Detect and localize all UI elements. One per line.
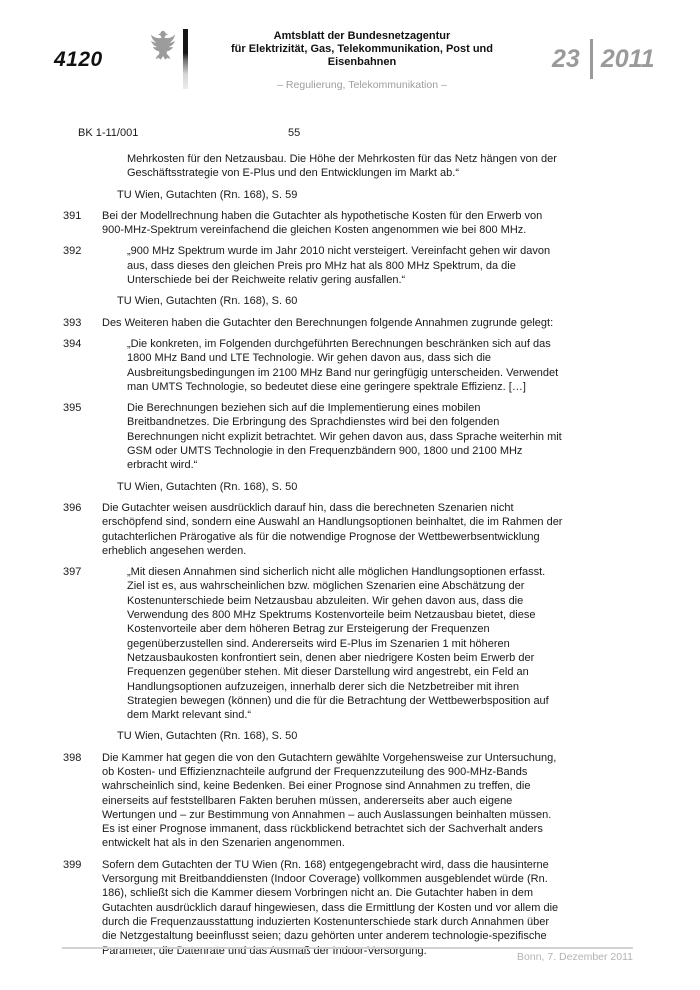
paragraph-text: TU Wien, Gutachten (Rn. 168), S. 50 (117, 730, 298, 743)
page-head (0, 127, 700, 143)
paragraph (63, 152, 565, 181)
masthead-subtitle: – Regulierung, Telekommunikation – (277, 79, 447, 91)
paragraph-text: „Die konkreten, im Folgenden durchgeführten Berechnungen beschränken sich auf das 1800 MHz Band und LTE Technologie. Wir gehen davon aus, dass sich die Ausbreitungsbedingungen im 2100 MHz Band nur geringfügig unterscheiden. Verwendet man UMTS Technologie, so bedeutet diese eine geringere spektrale Effizienz. […] (127, 337, 559, 393)
paragraph (63, 294, 565, 308)
federal-eagle-icon (148, 28, 178, 64)
paragraph-number: 391 (63, 209, 82, 222)
paragraph (63, 209, 565, 238)
document-body (63, 152, 565, 965)
paragraph-text: TU Wien, Gutachten (Rn. 168), S. 60 (117, 295, 298, 308)
issue-label (552, 38, 692, 80)
case-number: BK 1-11/001 (78, 127, 139, 139)
masthead-divider-bar (183, 29, 188, 89)
paragraph-number: 399 (63, 858, 82, 871)
paragraph (63, 565, 565, 722)
paragraph-number: 398 (63, 751, 82, 764)
paragraph (63, 337, 565, 394)
paragraph (63, 751, 565, 851)
paragraph (63, 729, 565, 743)
paragraph-text: Mehrkosten für den Netzausbau. Die Höhe der Mehrkosten für das Netz hängen von der Geschäftsstrategie von E-Plus und den Entwicklungen im Markt ab.“ (127, 153, 557, 180)
paragraph (63, 316, 565, 330)
footer-place-date: Bonn, 7. Dezember 2011 (517, 951, 633, 963)
masthead-title-line2: für Elektrizität, Gas, Telekommunikation, Post und Eisenbahnen (230, 43, 493, 68)
paragraph-number: 392 (63, 245, 82, 258)
paragraph (63, 401, 565, 472)
paragraph (63, 244, 565, 287)
paragraph-text: Die Gutachter weisen ausdrücklich darauf hin, dass die berechneten Szenarien nicht erschöpfend sind, sondern eine Auswahl an Handlungsoptionen beinhaltet, die im Rahmen der gutachterlichen Prärogative als für die notwendige Prognose der Wettbewerbsentwicklung erheblich angesehen werden. (102, 501, 563, 557)
paragraph (63, 501, 565, 558)
paragraph-text: Die Berechnungen beziehen sich auf die Implementierung eines mobilen Breitbandnetzes. Die Erbringung des Sprachdienstes wird bei den folgenden Berechnungen nicht explizit betrachtet. Wir gehen davon aus, dass Sprache weiterhin mit GSM oder UMTS Technologie in den Frequenzbändern 900, 1800 und 2100 MHz erbracht wird.“ (127, 402, 562, 472)
paragraph (63, 480, 565, 494)
issue-number: 23 (552, 44, 580, 73)
paragraph-number: 396 (63, 501, 82, 514)
paragraph-text: „900 MHz Spektrum wurde im Jahr 2010 nicht versteigert. Vereinfacht gehen wir davon aus, dass dieses den gleichen Preis pro MHz hat als 800 MHz Spektrum, da die Unterschiede bei der Reichweite relativ gering ausfallen.“ (127, 245, 551, 287)
paragraph (63, 188, 565, 202)
gazette-number: 4120 (54, 48, 103, 71)
paragraph-text: Des Weiteren haben die Gutachter den Berechnungen folgende Annahmen zugrunde gelegt: (102, 316, 554, 329)
paragraph-text: Bei der Modellrechnung haben die Gutachter als hypothetische Kosten für den Erwerb von 900-MHz-Spektrum vereinfachend die gleichen Kosten angenommen wie bei 800 MHz. (102, 209, 543, 237)
paragraph-number: 393 (63, 316, 82, 329)
issue-year: 2011 (600, 44, 655, 73)
paragraph-text: TU Wien, Gutachten (Rn. 168), S. 50 (117, 480, 298, 493)
paragraph-text: Die Kammer hat gegen die von den Gutachtern gewählte Vorgehensweise zur Untersuchung, ob Kosten- und Effizienznachteile aufgrund der Frequenzzuteilung des 900-MHz-Bands wahrscheinlich sind, keine Bedenken. Bei einer Prognose sind Annahmen zu treffen, die einerseits auf feststellbaren Fakten beruhen müssen, andererseits aber auch eigene Wertungen und – zur Bestimmung von Annahmen – auch Auslassungen beinhalten müssen. Es ist einer Prognose immanent, dass rückblickend betrachtet sich der Sachverhalt anders entwickelt hat als in den Szenarien angenommen. (102, 751, 557, 850)
page-number: 55 (288, 127, 301, 139)
paragraph-text: Sofern dem Gutachten der TU Wien (Rn. 168) entgegengebracht wird, dass die hausinterne Versorgung mit Breitbanddiensten (Indoor Coverage) vollkommen ausgeblendet würde (Rn. 186), schließt sich die Kammer diesem Vorbringen nicht an. Die Gutachter haben in dem Gutachten ausdrücklich darauf hingewiesen, dass die Ermittlung der Kosten und vor allem die durch die Frequenzausstattung induzierten Kostenunterschiede stark durch Annahmen über die Netzgestaltung beeinflusst seien; dazu gehörten unter anderem technologie-spezifische Parameter, die Datenrate und das Ausmaß der Indoor-Versorgung. (102, 858, 559, 957)
paragraph (63, 858, 565, 958)
paragraph-number: 394 (63, 337, 82, 350)
masthead-title-line1: Amtsblatt der Bundesnetzagentur (273, 30, 451, 42)
paragraph-number: 395 (63, 402, 82, 415)
masthead-title-block (212, 30, 512, 91)
issue-separator-bar (590, 39, 593, 79)
masthead (0, 0, 700, 110)
paragraph-text: TU Wien, Gutachten (Rn. 168), S. 59 (117, 188, 298, 201)
paragraph-number: 397 (63, 566, 82, 579)
footer-rule (62, 947, 633, 949)
paragraph-text: „Mit diesen Annahmen sind sicherlich nicht alle möglichen Handlungsoptionen erfasst. Ziel ist es, aus wahrscheinlichen bzw. möglichen Szenarien eine Abschätzung der Kostenunterschiede beim Netzausbau abzuleiten. Wir gehen davon aus, dass die Verwendung des 800 MHz Spektrums Kostenvorteile beim Netzausbau bietet, diese Kostenvorteile aber dem höheren Betrag zur Ersteigerung der Frequenzen gegenüberzustellen sind. Andererseits wird E-Plus im Szenarien 1 mit höheren Netzausbaukosten konfrontiert sein, denen aber niedrigere Kosten beim Erwerb der Frequenzen gegenüber stehen. Mit dieser Darstellung wird angestrebt, ein Feld an Handlungsoptionen aufzuzeigen, innerhalb derer sich die Netzbetreiber mit ihren Strategien bewegen (können) und die für die Betrachtung der Wettbewerbsposition auf dem Markt relevant sind.“ (127, 566, 549, 722)
